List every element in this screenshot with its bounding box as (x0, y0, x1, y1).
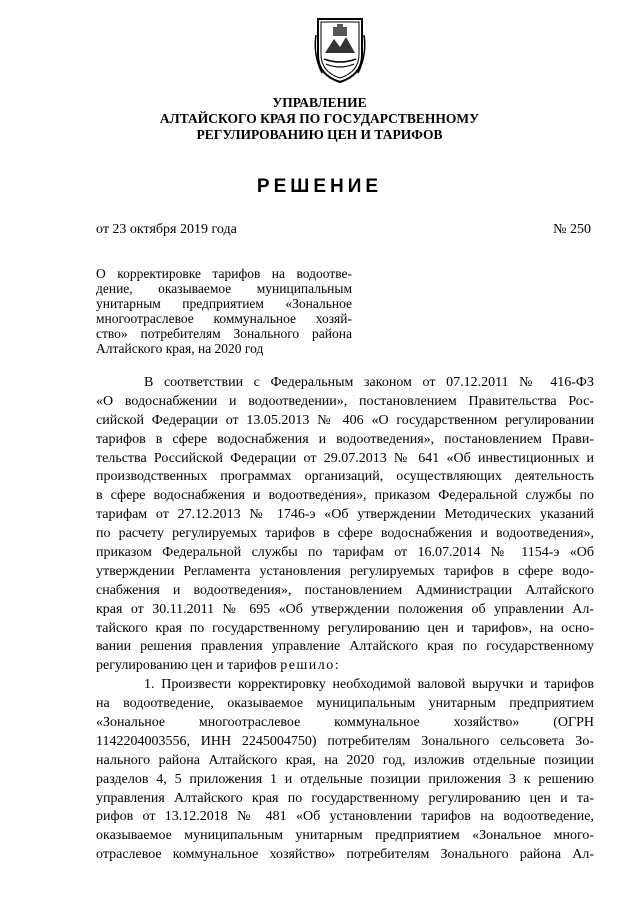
item-line: «Зональное многоотраслевое коммунальное хозяйство» (ОГРН (96, 715, 594, 731)
authority-line: АЛТАЙСКОГО КРАЯ ПО ГОСУДАРСТВЕННОМУ (159, 111, 480, 126)
authority-line: УПРАВЛЕНИЕ (272, 95, 367, 110)
document-subject (96, 266, 352, 356)
item-line: отраслевое коммунальное хозяйство» потребителям Зонального района Ал- (96, 847, 594, 863)
item-line: на водоотведение, оказываемое муниципальным унитарным предприятием (96, 696, 594, 712)
document-date: от 23 октября 2019 года (96, 222, 237, 237)
preamble-line: утверждении Регламента установления регулируемых тарифов в сфере водо- (96, 563, 594, 579)
subject-line: Алтайского края, на 2020 год (96, 341, 264, 356)
issuing-authority (0, 95, 639, 143)
preamble-line: по расчету регулируемых тарифов в сфере водоснабжения и водоотведения», (96, 526, 594, 542)
preamble-line: В соответствии с Федеральным законом от 07.12.2011 № 416-ФЗ (144, 375, 594, 390)
item-line: разделов 4, 5 приложения 1 и отдельные позиции приложения 3 к решению (96, 771, 594, 787)
authority-line: РЕГУЛИРОВАНИЮ ЦЕН И ТАРИФОВ (196, 127, 443, 142)
item-line: 1142204003556, ИНН 2245004750) потребителям Зонального сельсовета Зо- (96, 733, 594, 749)
altai-krai-coat-of-arms-icon (312, 15, 368, 85)
item-line: рифов от 13.12.2018 № 481 «Об установлении тарифов на водоотведение, (96, 809, 594, 825)
preamble-line: сийской Федерации от 13.05.2013 № 406 «О государственном регулировании (96, 412, 594, 428)
preamble-line: края от 30.11.2011 № 695 «Об утверждении положения об управлении Ал- (96, 601, 594, 617)
document-number: № 250 (553, 222, 591, 237)
item-line: 1. Произвести корректировку необходимой валовой выручки и тарифов (144, 677, 594, 693)
subject-line: многоотраслевое коммунальное хозяй- (96, 311, 352, 326)
preamble-line: производственных программах организаций, осуществляющих деятельность (96, 469, 594, 485)
preamble-line: «О водоснабжении и водоотведении», постановлением Правительства Рос- (96, 393, 594, 409)
preamble-line: вании решения правления управление Алтайского края по государственному (96, 639, 594, 655)
subject-line: дение, оказываемое муниципальным (96, 281, 352, 296)
document-type-title: РЕШЕНИЕ (256, 176, 383, 197)
decided-word: решило: (280, 658, 341, 674)
preamble-line: тарифам от 27.12.2013 № 1746-э «Об утверждении Методических указаний (96, 507, 594, 523)
item-line: управления Алтайского края по государственному регулированию цен и та- (96, 790, 594, 806)
subject-line: О корректировке тарифов на водоотве- (96, 266, 352, 281)
preamble-line: в сфере водоснабжения и водоотведения», приказом Федеральной службы по (96, 488, 594, 504)
preamble-line: тайского края по государственному регулированию цен и тарифов», на осно- (96, 620, 594, 636)
preamble-line: приказом Федеральной службы по тарифам от 16.07.2014 № 1154-э «Об (96, 545, 594, 561)
preamble-line: тельства Российской Федерации от 29.07.2013 № 641 «Об инвестиционных и (96, 450, 594, 466)
item-line: нального района Алтайского края, на 2020 год, изложив отдельные позиции (96, 752, 594, 768)
item-line: оказываемое муниципальным унитарным предприятием «Зональное много- (96, 828, 594, 844)
subject-line: унитарным предприятием «Зональное (96, 296, 352, 311)
preamble-line: тарифов в сфере водоснабжения и водоотведения», постановлением Прави- (96, 431, 594, 447)
preamble-line: регулированию цен и тарифов (96, 658, 277, 674)
document-body (96, 374, 594, 865)
subject-line: ство» потребителям Зонального района (96, 326, 352, 341)
preamble-line: снабжения и водоотведения», постановлением Администрации Алтайского (96, 582, 594, 598)
preamble-last-line (96, 657, 594, 676)
